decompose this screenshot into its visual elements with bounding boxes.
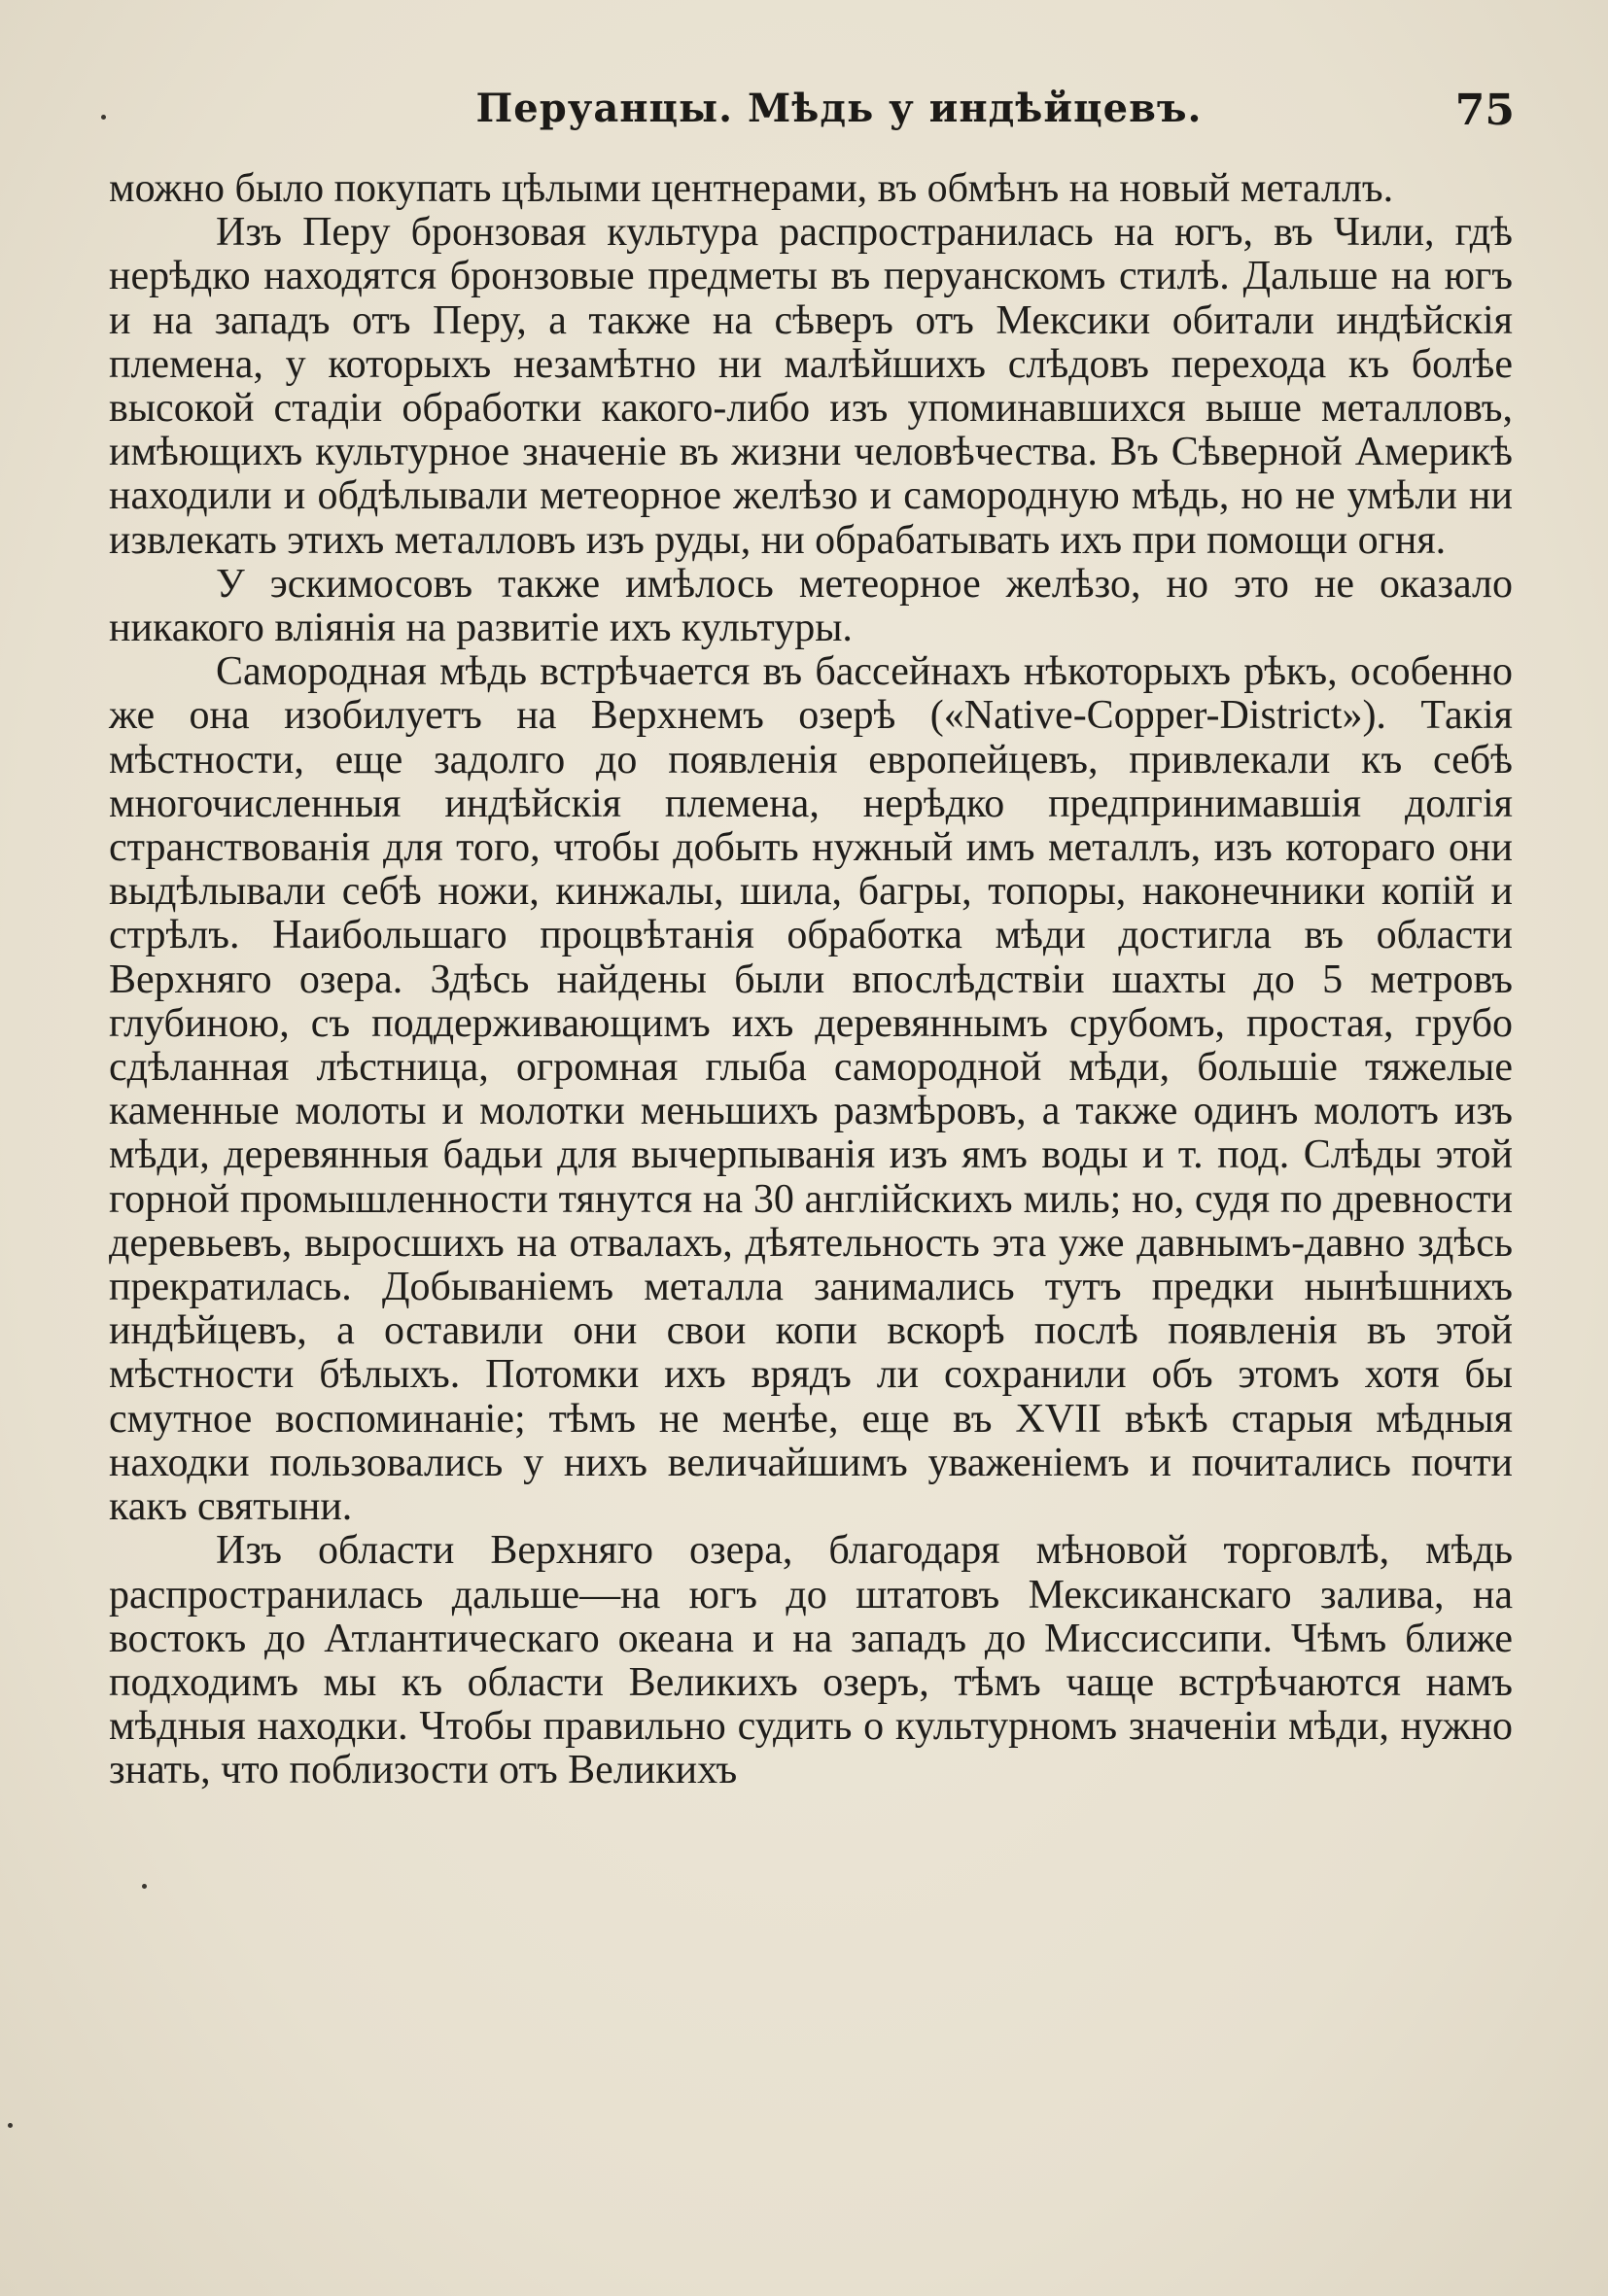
paragraph: Изъ области Верхняго озера, благодаря мѣновой торговлѣ, мѣдь распространилась дальше—на югъ до штатовъ Мексиканскаго залива, на востокъ до Атлантическаго океана и на западъ до Миссиссипи. Чѣмъ ближе подходимъ мы къ области Великихъ озеръ, тѣмъ чаще встрѣчаются намъ мѣдныя находки. Чтобы правильно судить о культурномъ значеніи мѣди, нужно знать, что поблизости отъ Великихъ	[109, 1528, 1513, 1793]
page-number: 75	[1454, 86, 1515, 135]
paragraph: У эскимосовъ также имѣлось метеорное желѣзо, но это не оказало никакого вліянія на развитіе ихъ культуры.	[109, 561, 1513, 651]
paragraph: Самородная мѣдь встрѣчается въ бассейнахъ нѣкоторыхъ рѣкъ, особенно же она изобилуетъ на Верхнемъ озерѣ («Native-Copper-District»). Такія мѣстности, еще задолго до появленія европейцевъ, привлекали къ себѣ многочисленныя индѣйскія племена, нерѣдко предпринимавшія долгія странствованія для того, чтобы добыть нужный имъ металлъ, изъ котораго они выдѣлывали себѣ ножи, кинжалы, шила, багры, топоры, наконечники копій и стрѣлъ. Наибольшаго процвѣтанія обработка мѣди достигла въ области Верхняго озера. Здѣсь найдены были впослѣдствіи шахты до 5 метровъ глубиною, съ поддерживающимъ ихъ деревяннымъ срубомъ, простая, грубо сдѣланная лѣстница, огромная глыба самородной мѣди, большіе тяжелые каменные молоты и молотки меньшихъ размѣровъ, а также одинъ молотъ изъ мѣди, деревянныя бадьи для вычерпыванія изъ ямъ воды и т. под. Слѣды этой горной промышленности тянутся на 30 англійскихъ миль; но, судя по древности деревьевъ, выросшихъ на отвалахъ, дѣятельность эта уже давнымъ-давно здѣсь прекратилась. Добываніемъ металла занимались тутъ предки нынѣшнихъ индѣйцевъ, а оставили они свои копи вскорѣ послѣ появленія въ этой мѣстности бѣлыхъ. Потомки ихъ врядъ ли сохранили объ этомъ хотя бы смутное воспоминаніе; тѣмъ не менѣе, еще въ XVII вѣкѣ старыя мѣдныя находки пользовались у нихъ величайшимъ уваженіемъ и почитались почти какъ святыни.	[109, 649, 1513, 1530]
print-speck	[142, 1884, 147, 1889]
body-text	[109, 167, 1513, 1793]
print-speck	[101, 115, 106, 120]
paragraph-continued: можно было покупать цѣлыми центнерами, въ обмѣнъ на новый металлъ.	[109, 166, 1394, 211]
page-header	[105, 86, 1515, 144]
paragraph: Изъ Перу бронзовая культура распространилась на югъ, въ Чили, гдѣ нерѣдко находятся бронзовые предметы въ перуанскомъ стилѣ. Дальше на югъ и на западъ отъ Перу, а также на сѣверъ отъ Мексики обитали индѣйскія племена, у которыхъ незамѣтно ни малѣйшихъ слѣдовъ перехода къ болѣе высокой стадіи обработки какого-либо изъ упоминавшихся выше металловъ, имѣющихъ культурное значеніе въ жизни человѣчества. Въ Сѣверной Америкѣ находили и обдѣлывали метеорное желѣзо и самородную мѣдь, но не умѣли ни извлекать этихъ металловъ изъ руды, ни обрабатывать ихъ при помощи огня.	[109, 210, 1513, 563]
print-speck	[8, 2123, 13, 2128]
running-title: Перуанцы. Мѣдь у индѣйцевъ.	[475, 86, 1203, 131]
